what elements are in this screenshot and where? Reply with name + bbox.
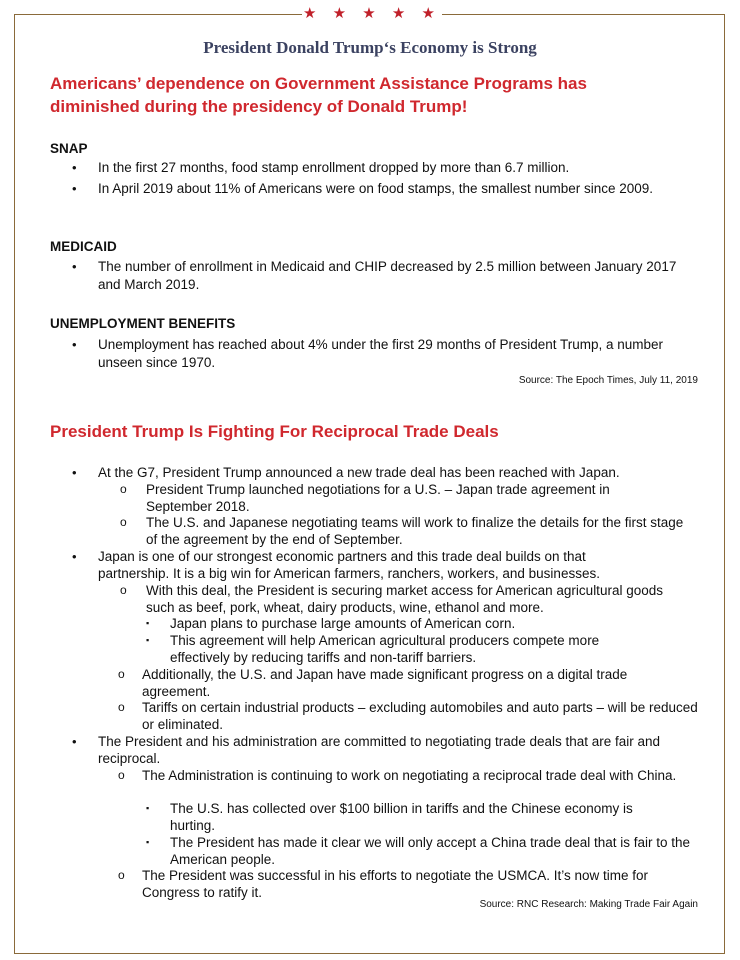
trade-heading: President Trump Is Fighting For Reciprocal Trade Deals — [50, 422, 499, 441]
stars-ornament: ★ ★ ★ ★ ★ — [303, 5, 441, 22]
bullet-text: In April 2019 about 11% of Americans were on food stamps, the smallest number since 2009. — [98, 181, 654, 196]
bullet-text: The President has made it clear we will only accept a China trade deal that is fair to the American people. — [170, 835, 691, 867]
trade-bullet-2-sub-1 — [120, 582, 676, 616]
circle-marker: o — [118, 768, 125, 782]
trade-source: Source: RNC Research: Making Trade Fair Again — [479, 899, 698, 910]
trade-bullet-3-sub-2 — [118, 867, 692, 901]
circle-marker: o — [120, 482, 127, 496]
medicaid-bullet-1 — [72, 258, 698, 294]
bullet-text: With this deal, the President is securing market access for American agricultural goods such as beef, pork, wheat, dairy products, wine, ethanol and more. — [146, 583, 663, 615]
bullet-text: This agreement will help American agricultural producers compete more effectively by reducing tariffs and non-tariff barriers. — [170, 633, 600, 665]
trade-bullet-3-sub-1-a — [146, 800, 680, 834]
bullet-text: The number of enrollment in Medicaid and CHIP decreased by 2.5 million between January 2017 and March 2019. — [98, 259, 677, 292]
trade-bullet-2-sub-1-b — [146, 632, 650, 666]
bullet-text: Tariffs on certain industrial products – excluding automobiles and auto parts – will be reduced or eliminated. — [142, 700, 698, 732]
bullet-text: Additionally, the U.S. and Japan have made significant progress on a digital trade agreement. — [142, 667, 628, 699]
trade-bullet-1-sub-2 — [120, 514, 696, 548]
assistance-heading: Americans’ dependence on Government Assistance Programs has diminished during the presidency of Donald Trump! — [50, 74, 587, 116]
unemployment-heading: UNEMPLOYMENT BENEFITS — [50, 316, 236, 331]
circle-marker: o — [120, 583, 127, 597]
trade-bullet-2-sub-2 — [118, 666, 677, 700]
bullet-text: The President and his administration are committed to negotiating trade deals that are fair and reciprocal. — [98, 734, 661, 766]
trade-bullet-1-sub-1 — [120, 481, 661, 515]
bullet-text: In the first 27 months, food stamp enrollment dropped by more than 6.7 million. — [98, 160, 570, 175]
bullet-text: The President was successful in his efforts to negotiate the USMCA. It’s now time for Congress to ratify it. — [142, 868, 648, 900]
trade-bullet-1 — [72, 464, 698, 482]
unemployment-bullet-1 — [72, 336, 673, 372]
bullet-text: Japan is one of our strongest economic partners and this trade deal builds on that partnership. It is a big win for American farmers, ranchers, workers, and businesses. — [98, 549, 600, 581]
bullet-marker: • — [72, 259, 77, 274]
circle-marker: o — [120, 515, 127, 529]
trade-bullet-2 — [72, 548, 638, 582]
bullet-marker: • — [72, 337, 77, 352]
trade-bullet-3 — [72, 733, 688, 767]
assistance-source: Source: The Epoch Times, July 11, 2019 — [518, 375, 698, 386]
bullet-text: The U.S. has collected over $100 billion in tariffs and the Chinese economy is hurting. — [170, 801, 633, 833]
square-marker: ▪ — [146, 618, 150, 628]
bullet-marker: • — [72, 181, 77, 196]
page-title: President Donald Trump‘s Economy is Strong — [203, 38, 537, 57]
bullet-text: The Administration is continuing to work on negotiating a reciprocal trade deal with China. — [142, 768, 677, 783]
trade-bullet-2-sub-3 — [118, 699, 702, 733]
bullet-text: Unemployment has reached about 4% under the first 29 months of President Trump, a number unseen since 1970. — [98, 337, 664, 370]
bullet-marker: • — [72, 465, 77, 480]
snap-bullet-2 — [72, 180, 668, 198]
square-marker: ▪ — [146, 635, 150, 645]
top-rule-right — [442, 14, 725, 15]
trade-bullet-3-sub-1-b — [146, 834, 695, 868]
bullet-text: Japan plans to purchase large amounts of American corn. — [170, 616, 516, 631]
trade-bullet-3-sub-1 — [118, 767, 682, 784]
medicaid-heading: MEDICAID — [50, 239, 117, 254]
square-marker: ▪ — [146, 803, 150, 813]
trade-bullet-2-sub-1-a — [146, 615, 700, 632]
circle-marker: o — [118, 700, 125, 714]
bullet-marker: • — [72, 160, 77, 175]
bullet-text: President Trump launched negotiations for a U.S. – Japan trade agreement in September 2018. — [146, 482, 610, 514]
snap-bullet-1 — [72, 159, 698, 177]
top-rule-left — [14, 14, 302, 15]
bullet-text: The U.S. and Japanese negotiating teams will work to finalize the details for the first stage of the agreement by the end of September. — [146, 515, 684, 547]
snap-heading: SNAP — [50, 141, 88, 156]
bullet-text: At the G7, President Trump announced a new trade deal has been reached with Japan. — [98, 465, 620, 480]
circle-marker: o — [118, 667, 125, 681]
circle-marker: o — [118, 868, 125, 882]
bullet-marker: • — [72, 734, 77, 749]
square-marker: ▪ — [146, 837, 150, 847]
bullet-marker: • — [72, 549, 77, 564]
